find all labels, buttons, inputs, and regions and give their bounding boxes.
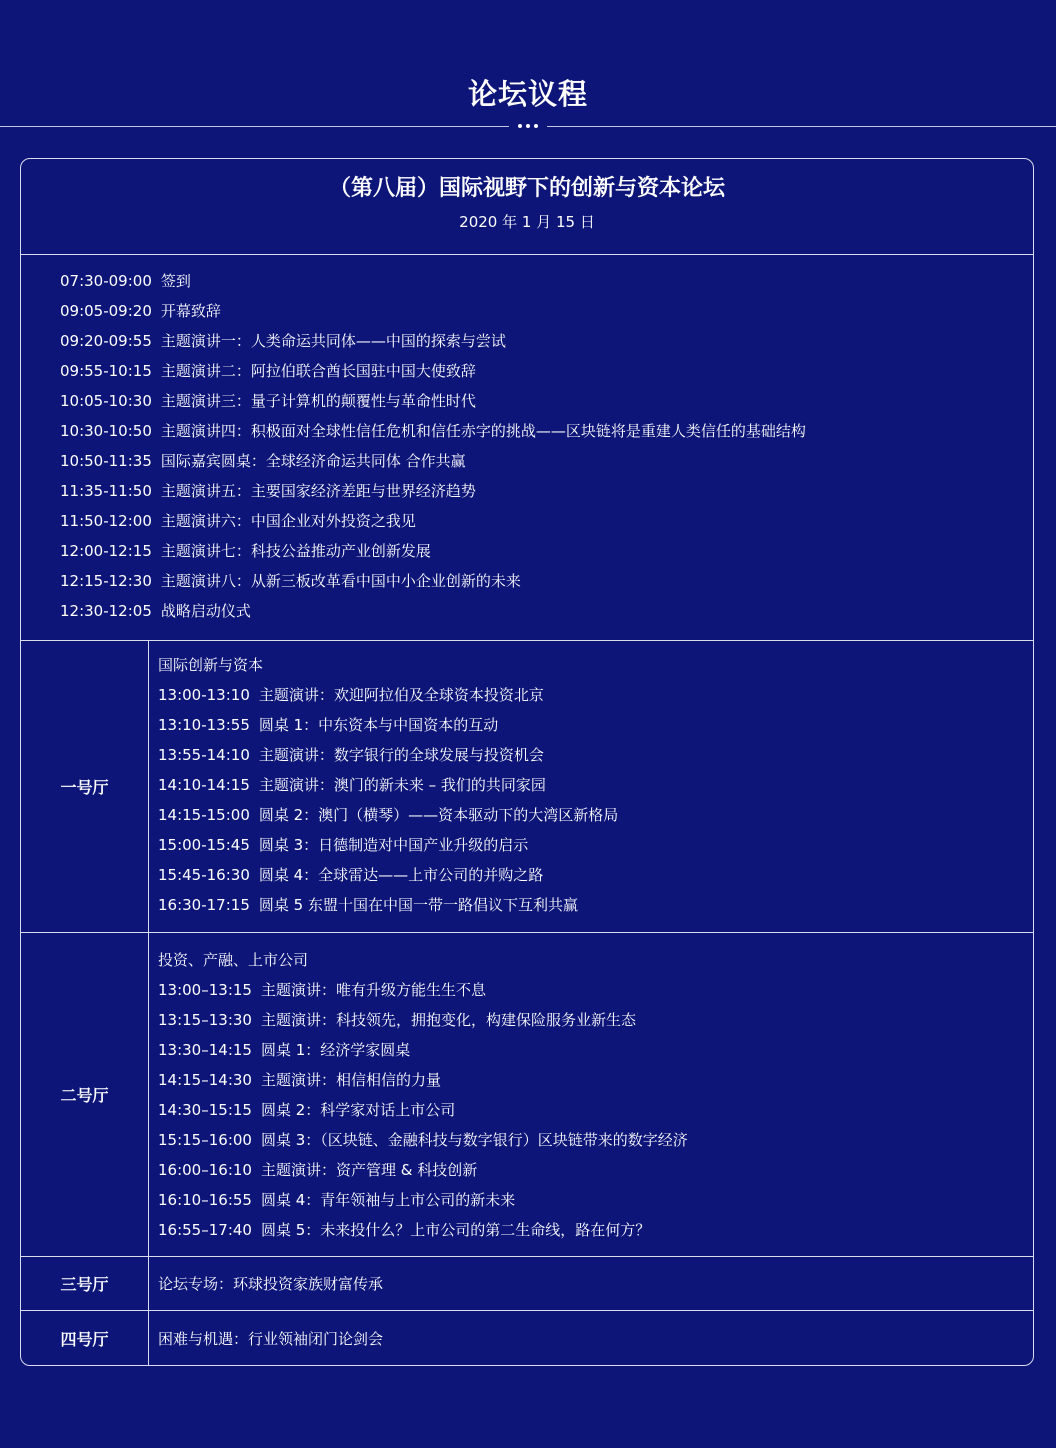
hall-1 xyxy=(21,641,1033,933)
agenda-time: 13:00-13:10 xyxy=(158,686,250,704)
agenda-time: 13:30–14:15 xyxy=(158,1041,252,1059)
agenda-time: 15:15–16:00 xyxy=(158,1131,252,1149)
agenda-row xyxy=(158,1005,1033,1035)
agenda-row xyxy=(158,740,1033,770)
agenda-title: 圆桌 4：青年领袖与上市公司的新未来 xyxy=(260,1191,516,1209)
agenda-title: 主题演讲：澳门的新未来 – 我们的共同家园 xyxy=(258,776,546,794)
agenda-time: 15:45-16:30 xyxy=(158,866,250,884)
agenda-row xyxy=(158,1155,1033,1185)
agenda-time: 16:00–16:10 xyxy=(158,1161,252,1179)
agenda-title: 圆桌 5：未来投什么？上市公司的第二生命线，路在何方？ xyxy=(260,1221,651,1239)
agenda-time: 10:05-10:30 xyxy=(60,392,152,410)
agenda-title: 圆桌 4：全球雷达——上市公司的并购之路 xyxy=(258,866,544,884)
agenda-time: 09:20-09:55 xyxy=(60,332,152,350)
agenda-row xyxy=(158,890,1033,920)
agenda-time: 11:35-11:50 xyxy=(60,482,152,500)
agenda-time: 16:55–17:40 xyxy=(158,1221,252,1239)
agenda-title: 圆桌 1：经济学家圆桌 xyxy=(260,1041,411,1059)
agenda-title: 主题演讲六：中国企业对外投资之我见 xyxy=(160,512,416,530)
agenda-title: 主题演讲四：积极面对全球性信任危机和信任赤字的挑战——区块链将是重建人类信任的基础结构 xyxy=(160,422,806,440)
agenda-row xyxy=(60,296,1033,326)
agenda-row xyxy=(60,596,1033,626)
hall-3 xyxy=(21,1257,1033,1311)
agenda-time: 09:55-10:15 xyxy=(60,362,152,380)
dot-icon xyxy=(526,124,530,128)
forum-date: 2020 年 1 月 15 日 xyxy=(459,213,595,231)
agenda-row xyxy=(158,830,1033,860)
hall-name: 三号厅 xyxy=(21,1257,149,1310)
agenda-time: 11:50-12:00 xyxy=(60,512,152,530)
agenda-time: 07:30-09:00 xyxy=(60,272,152,290)
agenda-row xyxy=(158,710,1033,740)
hall-name: 二号厅 xyxy=(21,933,149,1256)
agenda-time: 10:50-11:35 xyxy=(60,452,152,470)
title-dots-ornament xyxy=(518,124,538,130)
dot-icon xyxy=(534,124,538,128)
hall-sessions xyxy=(149,1257,1033,1310)
agenda-title: 圆桌 3：（区块链、金融科技与数字银行）区块链带来的数字经济 xyxy=(260,1131,688,1149)
agenda-row xyxy=(158,800,1033,830)
hall-theme: 困难与机遇：行业领袖闭门论剑会 xyxy=(158,1329,384,1348)
hall-theme: 国际创新与资本 xyxy=(158,656,264,674)
agenda-time: 14:10-14:15 xyxy=(158,776,250,794)
agenda-title: 主题演讲：资产管理 & 科技创新 xyxy=(260,1161,478,1179)
hall-name: 四号厅 xyxy=(21,1311,149,1366)
agenda-time: 14:15-15:00 xyxy=(158,806,250,824)
agenda-time: 14:15–14:30 xyxy=(158,1071,252,1089)
agenda-title: 主题演讲：相信相信的力量 xyxy=(260,1071,441,1089)
agenda-time: 13:15–13:30 xyxy=(158,1011,252,1029)
agenda-title: 主题演讲：欢迎阿拉伯及全球资本投资北京 xyxy=(258,686,544,704)
forum-header xyxy=(21,159,1033,255)
agenda-time: 16:10–16:55 xyxy=(158,1191,252,1209)
title-divider-right xyxy=(547,126,1056,127)
agenda-row xyxy=(60,386,1033,416)
agenda-title: 主题演讲八：从新三板改革看中国中小企业创新的未来 xyxy=(160,572,521,590)
agenda-row xyxy=(158,1095,1033,1125)
agenda-title: 主题演讲五：主要国家经济差距与世界经济趋势 xyxy=(160,482,476,500)
agenda-title: 国际嘉宾圆桌：全球经济命运共同体 合作共赢 xyxy=(160,452,466,470)
hall-sessions xyxy=(149,1311,1033,1366)
agenda-row xyxy=(158,1215,1033,1245)
agenda-time: 13:10-13:55 xyxy=(158,716,250,734)
hall-name: 一号厅 xyxy=(21,641,149,932)
agenda-row xyxy=(60,446,1033,476)
agenda-title: 圆桌 1：中东资本与中国资本的互动 xyxy=(258,716,499,734)
agenda-row xyxy=(158,975,1033,1005)
agenda-time: 09:05-09:20 xyxy=(60,302,152,320)
hall-theme: 投资、产融、上市公司 xyxy=(158,951,309,969)
agenda-title: 圆桌 2：澳门（横琴）——资本驱动下的大湾区新格局 xyxy=(258,806,619,824)
agenda-row xyxy=(60,566,1033,596)
agenda-time: 10:30-10:50 xyxy=(60,422,152,440)
agenda-row xyxy=(60,266,1033,296)
agenda-time: 14:30–15:15 xyxy=(158,1101,252,1119)
agenda-row xyxy=(60,506,1033,536)
agenda-title: 主题演讲：数字银行的全球发展与投资机会 xyxy=(258,746,544,764)
agenda-row xyxy=(60,536,1033,566)
agenda-card xyxy=(20,158,1034,1366)
page-title: 论坛议程 xyxy=(467,77,588,111)
hall-sessions xyxy=(149,641,1033,932)
agenda-row xyxy=(158,1125,1033,1155)
agenda-row xyxy=(158,770,1033,800)
agenda-title: 主题演讲：唯有升级方能生生不息 xyxy=(260,981,486,999)
agenda-title: 圆桌 5 东盟十国在中国一带一路倡议下互利共赢 xyxy=(258,896,578,914)
agenda-row xyxy=(60,416,1033,446)
agenda-row xyxy=(60,476,1033,506)
agenda-title: 主题演讲三：量子计算机的颠覆性与革命性时代 xyxy=(160,392,476,410)
agenda-row xyxy=(60,326,1033,356)
hall-theme: 论坛专场：环球投资家族财富传承 xyxy=(158,1274,384,1293)
hall-4 xyxy=(21,1311,1033,1366)
forum-title: （第八届）国际视野下的创新与资本论坛 xyxy=(328,176,725,201)
agenda-title: 签到 xyxy=(160,272,191,290)
agenda-title: 主题演讲二：阿拉伯联合酋长国驻中国大使致辞 xyxy=(160,362,476,380)
agenda-time: 12:00-12:15 xyxy=(60,542,152,560)
agenda-row xyxy=(158,1035,1033,1065)
agenda-title: 开幕致辞 xyxy=(160,302,221,320)
agenda-row xyxy=(158,860,1033,890)
agenda-row xyxy=(158,1065,1033,1095)
agenda-time: 13:55-14:10 xyxy=(158,746,250,764)
agenda-time: 16:30-17:15 xyxy=(158,896,250,914)
agenda-title: 主题演讲七：科技公益推动产业创新发展 xyxy=(160,542,431,560)
agenda-time: 15:00-15:45 xyxy=(158,836,250,854)
agenda-time: 13:00–13:15 xyxy=(158,981,252,999)
agenda-title: 圆桌 3：日德制造对中国产业升级的启示 xyxy=(258,836,529,854)
hall-2 xyxy=(21,933,1033,1257)
morning-session xyxy=(21,255,1033,641)
agenda-row xyxy=(158,1185,1033,1215)
agenda-row xyxy=(60,356,1033,386)
dot-icon xyxy=(518,124,522,128)
agenda-time: 12:15-12:30 xyxy=(60,572,152,590)
agenda-title: 战略启动仪式 xyxy=(160,602,251,620)
agenda-time: 12:30-12:05 xyxy=(60,602,152,620)
hall-sessions xyxy=(149,933,1033,1256)
agenda-row xyxy=(158,680,1033,710)
title-divider-left xyxy=(0,126,509,127)
agenda-title: 主题演讲：科技领先，拥抱变化，构建保险服务业新生态 xyxy=(260,1011,636,1029)
agenda-title: 圆桌 2：科学家对话上市公司 xyxy=(260,1101,456,1119)
agenda-title: 主题演讲一：人类命运共同体——中国的探索与尝试 xyxy=(160,332,506,350)
